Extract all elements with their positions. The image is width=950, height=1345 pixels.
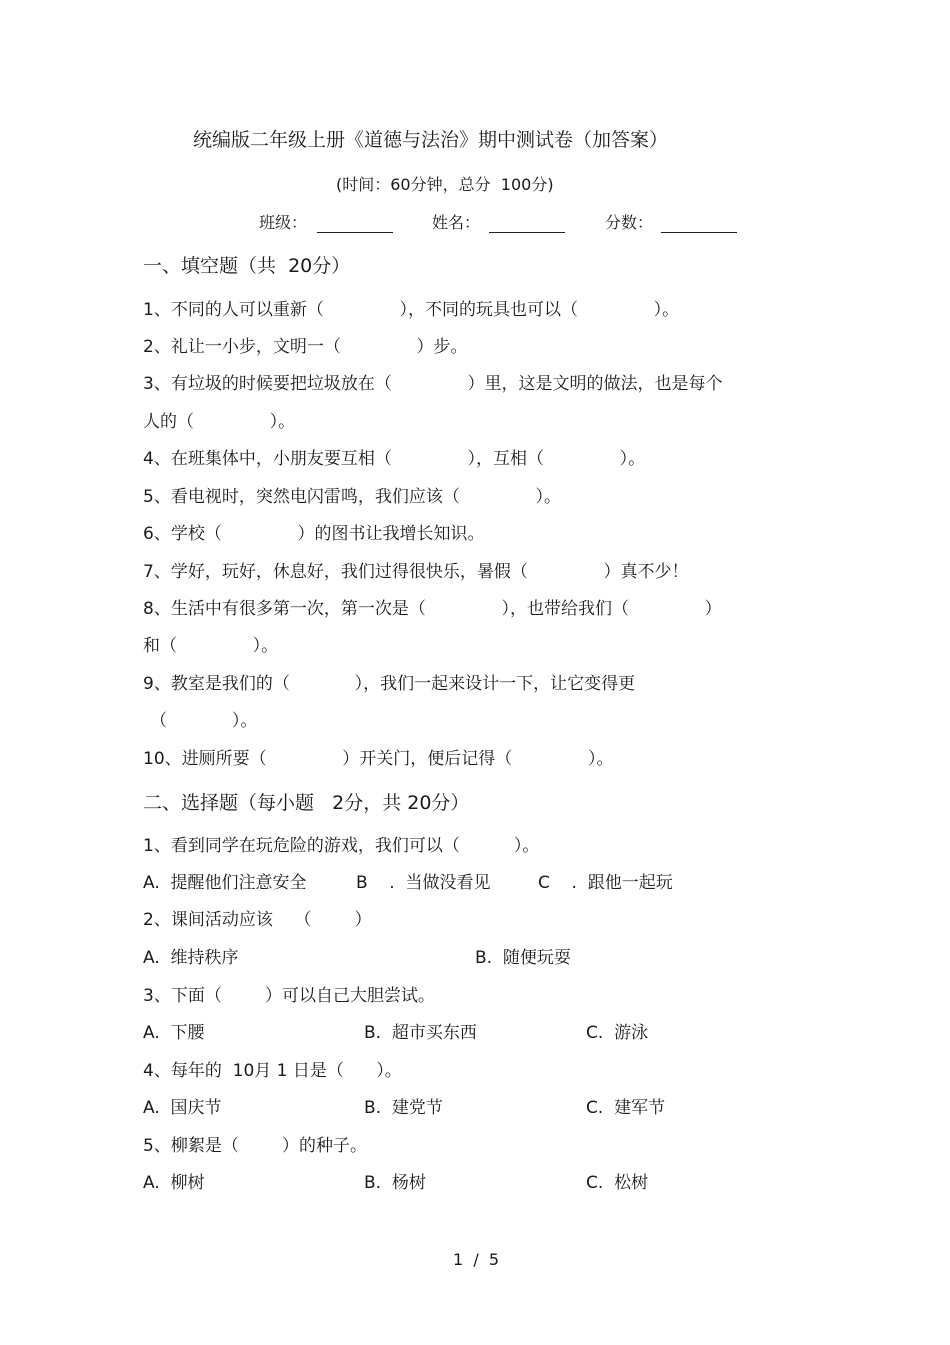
question-2-4: 4、每年的 10月 1 日是（ ）。 (143, 1061, 402, 1081)
score-label: 分数： (605, 213, 654, 232)
section-heading-fill-blank: 一、填空题（共 20分） (143, 255, 351, 277)
question-1-3-cont: 人的（ ）。 (143, 412, 296, 432)
page-number: 1 / 5 (453, 1250, 500, 1269)
question-1-9-cont: （ ）。 (150, 711, 258, 731)
name-label: 姓名： (432, 213, 481, 232)
class-label: 班级： (259, 213, 308, 232)
question-2-3: 3、下面（ ）可以自己大胆尝试。 (143, 986, 436, 1006)
option-2-5-a: A. 柳树 (143, 1173, 205, 1193)
option-2-3-a: A. 下腰 (143, 1023, 205, 1043)
option-2-3-b: B. 超市买东西 (364, 1023, 477, 1043)
option-2-5-b: B. 杨树 (364, 1173, 426, 1193)
question-1-10: 10、进厕所要（ ）开关门，便后记得（ ）。 (143, 749, 614, 769)
question-1-8-cont: 和（ ）。 (143, 636, 279, 656)
question-1-5: 5、看电视时，突然电闪雷鸣，我们应该（ ）。 (143, 487, 561, 507)
class-field[interactable] (317, 232, 393, 233)
page-title: 统编版二年级上册《道德与法治》期中测试卷（加答案） (193, 129, 669, 151)
question-1-4: 4、在班集体中，小朋友要互相（ ），互相（ ）。 (143, 449, 646, 469)
question-1-7: 7、学好，玩好，休息好，我们过得很快乐，暑假（ ）真不少！ (143, 562, 689, 582)
option-2-2-a: A. 维持秩序 (143, 948, 239, 968)
option-2-4-a: A. 国庆节 (143, 1098, 222, 1118)
question-2-1: 1、看到同学在玩危险的游戏，我们可以（ ）。 (143, 836, 540, 856)
question-1-3: 3、有垃圾的时候要把垃圾放在（ ）里，这是文明的做法，也是每个 (143, 374, 723, 394)
question-1-6: 6、学校（ ）的图书让我增长知识。 (143, 524, 485, 544)
question-2-5: 5、柳絮是（ ）的种子。 (143, 1136, 368, 1156)
option-2-4-b: B. 建党节 (364, 1098, 443, 1118)
option-2-1-b: B . 当做没看见 (356, 873, 491, 893)
question-1-9: 9、教室是我们的（ ），我们一起来设计一下，让它变得更 (143, 674, 636, 694)
score-field[interactable] (661, 232, 737, 233)
section-heading-choice: 二、选择题（每小题 2分，共 20分） (143, 792, 470, 814)
option-2-1-c: C . 跟他一起玩 (538, 873, 673, 893)
option-2-5-c: C. 松树 (586, 1173, 649, 1193)
option-2-1-a: A. 提醒他们注意安全 (143, 873, 307, 893)
option-2-3-c: C. 游泳 (586, 1023, 649, 1043)
option-2-2-b: B. 随便玩耍 (475, 948, 571, 968)
question-1-2: 2、礼让一小步，文明一（ ）步。 (143, 337, 468, 357)
exam-info: (时间：60分钟，总分 100分) (336, 175, 554, 194)
question-1-1: 1、不同的人可以重新（ ），不同的玩具也可以（ ）。 (143, 300, 680, 320)
question-1-8: 8、生活中有很多第一次，第一次是（ ），也带给我们（ ） (143, 599, 722, 619)
name-field[interactable] (489, 232, 565, 233)
option-2-4-c: C. 建军节 (586, 1098, 666, 1118)
question-2-2: 2、课间活动应该 （ ） (143, 910, 372, 930)
